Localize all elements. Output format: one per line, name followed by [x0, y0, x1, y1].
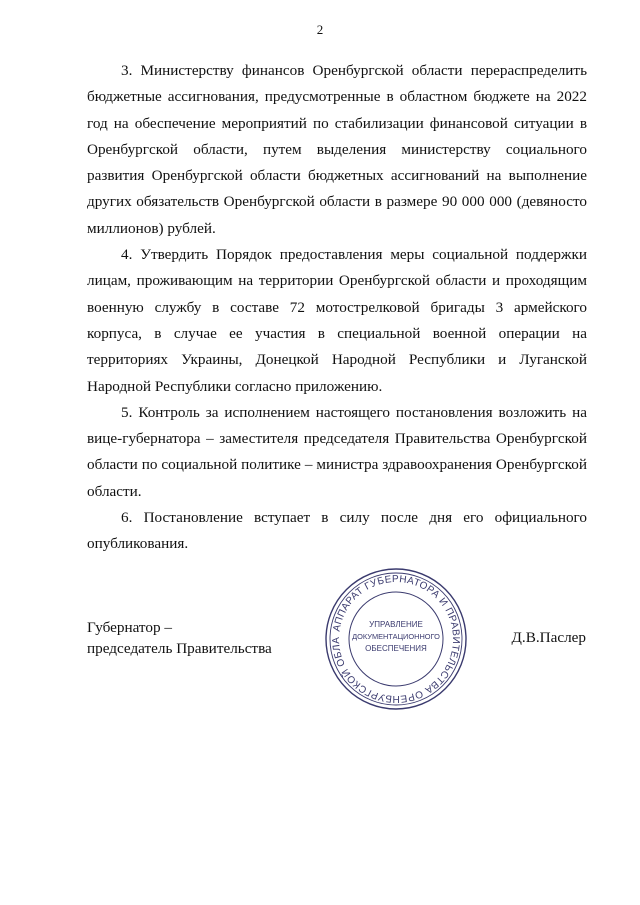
- stamp-outer-text: АППАРАТ ГУБЕРНАТОРА И ПРАВИТЕЛЬСТВА ОРЕНБУРГСКОЙ ОБЛА: [330, 573, 462, 705]
- paragraph-5: 5. Контроль за исполнением настоящего постановления возложить на вице-губернатора – заместителя председателя Правительства Оренбургской области по социальной политике – министра здравоохранения Оренбургской области.: [87, 403, 587, 500]
- signatory-title-line1: Губернатор –: [87, 619, 172, 636]
- paragraph-4: 4. Утвердить Порядок предоставления меры социальной поддержки лицам, проживающим на территории Оренбургской области и проходящим военную службу в составе 72 мотострелковой бригады 3 армейского корпуса, в случае ее участия в специальной военной операции на территориях Украины, Донецкой Народной Республики и Луганской Народной Республики согласно приложению.: [87, 246, 587, 395]
- stamp-seal-icon: [322, 565, 470, 713]
- document-body: [87, 58, 587, 558]
- signatory-title-line2: председатель Правительства: [87, 640, 272, 657]
- paragraph-3: 3. Министерству финансов Оренбургской области перераспределить бюджетные ассигнования, предусмотренные в областном бюджете на 2022 год на обеспечение мероприятий по стабилизации финансовой ситуации в Оренбургской области, путем выделения министерству социального развития Оренбургской области бюджетных ассигнований на выполнение других обязательств Оренбургской области в размере 90 000 000 (девяносто миллионов) рублей.: [87, 62, 587, 237]
- signatory-name: Д.В.Паслер: [511, 629, 586, 646]
- signatory-title: [87, 617, 272, 659]
- stamp-line-3: ОБЕСПЕЧЕНИЯ: [365, 644, 427, 653]
- stamp-line-1: УПРАВЛЕНИЕ: [369, 620, 423, 629]
- official-stamp: [322, 565, 470, 713]
- stamp-line-2: ДОКУМЕНТАЦИОННОГО: [352, 632, 440, 641]
- page-number: 2: [316, 22, 324, 37]
- paragraph-6: 6. Постановление вступает в силу после дня его официального опубликования.: [87, 509, 587, 553]
